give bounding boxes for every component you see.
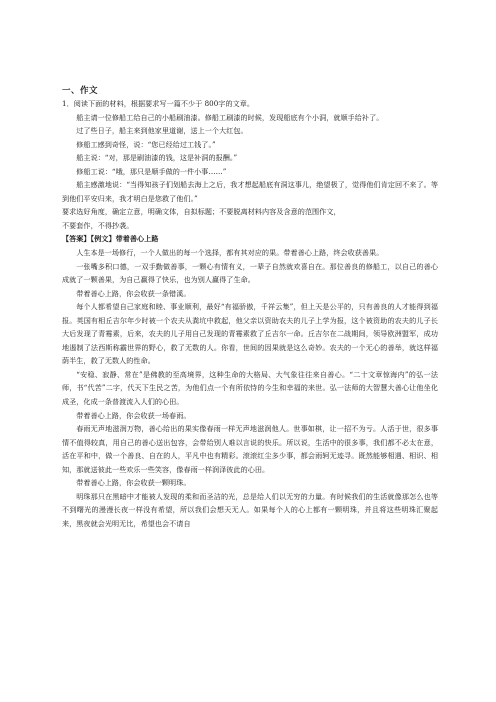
material-paragraph: 船主感激地说：“当得知孩子们划船去海上之后，我才想起船底有洞这事儿，绝望极了，觉得他们肯定回不来了。等到他们平安归来，我才明白是您救了他们。” [62,180,438,203]
question-number: 1． [62,99,74,108]
answer-paragraph: 一张嘴多积口德，一双手勤做善事，一颗心有情有义，一辈子自然就欢喜自在。那位善良的修船工，以自己的善心成就了一颗善果，为自己赢得了快乐，也为别人赢得了生命。 [62,261,438,285]
question-prompt [62,97,438,111]
material-paragraph: 修船工感到奇怪，说：“您已经给过工钱了。” [76,139,216,149]
answer-paragraph: 带着善心上路，你会收获一条错溪。 [76,288,191,298]
requirement-text: 不要套作，不得抄袭。 [62,220,134,230]
material-paragraph: 船主说：“对，那是刷油漆的钱，这是补洞的报酬。” [76,153,238,163]
material-paragraph: 修船工说：“哦，那只是顺手做的一件小事……” [76,166,227,176]
answer-paragraph: 带着善心上路，你会收获一场春雨。 [76,410,191,420]
answer-paragraph: “安稳、寂静、常在”是佛教的至高境界，这种生命的大格局、大气象往往来自善心。“二十文章惊海内”的弘一法师，书“代苦”二字，代天下生民之苦，为他们点一个有所依恃的今生和幸福的来世。弘一法师的大智慧大善心让他坐化成圣，化成一条普渡流入人们的心田。 [62,369,438,407]
document-body [62,97,438,531]
requirement-text: 要求选好角度，确定立意，明确文体，自拟标题；不要脱离材料内容及含意的范围作文， [62,207,341,217]
answer-label: 【答案】【例文】带着善心上路 [62,234,159,244]
section-title: 一、作文 [62,86,99,96]
material-paragraph: 过了些日子，船主来到他家里道谢，送上一个大红包。 [76,126,248,136]
answer-paragraph: 春雨无声地滋润万物，善心给出的果实像春雨一样无声地滋润他人。世事如棋，让一招不为亏。人活于世，很多事情不值得较真，用自己的善心送出包容，会带给别人难以言说的快乐。所以说，生活中的很多事，我们都不必太在意，活在平和中，做一个善良、自在的人，平凡中也有精彩。滚滚红尘多少事，都会雨轲无迹寻。既然能够相遇、相识、相知，那就送彼此一些欢乐一些笑容，像春雨一样润泽彼此的心田。 [62,424,438,474]
answer-paragraph: 每个人都希望自己家庭和睦、事业顺利，最好“有福骄傲，千祥云集”，但上天是公平的，只有善良的人才能得到福报。英国有相丘吉尔年少时被一个农夫从粪坑中救起，他父亲以资助农夫的儿子上学为报，这个被资助的农夫的儿子长大后发现了青霉素，后来，农夫的儿子用自己发现的青霉素救了丘吉尔一命。丘吉尔在二战期间，领导欧洲盟军，成功地遏制了法西斯称霸世界的野心，救了无数的人。你看，世间的因果就是这么奇妙。农夫的一个无心的善举，就这样福荫半生，救了无数人的性命。 [62,302,438,366]
question-prompt-text: 阅读下面的材料，根据要求写一篇不少于 800字的文章。 [73,99,255,108]
answer-paragraph: 带着善心上路，你会收获一颗明珠。 [76,478,191,488]
material-paragraph: 船主请一位修船工给自己的小船刷油漆。修船工刷漆的时候，发现船底有个小洞，就顺手给补了。 [76,112,384,122]
answer-paragraph: 人生本是一场修行，一个人做出的每一个选择，都有其对应的果。带着善心上路，终会收获善果。 [76,248,384,258]
answer-paragraph: 明珠那只在黑暗中才能被人发现的柔和而圣洁的光，总是给人们以无穷的力量。有时候我们的生活就像那怎么也等不到曙光的漫漫长夜一样没有希望，所以我们会想天无人。如果每个人的心上都有一颗明珠，并且将这些明珠汇聚起来，黑夜就会光明无比，希望也会不请自 [62,491,438,528]
